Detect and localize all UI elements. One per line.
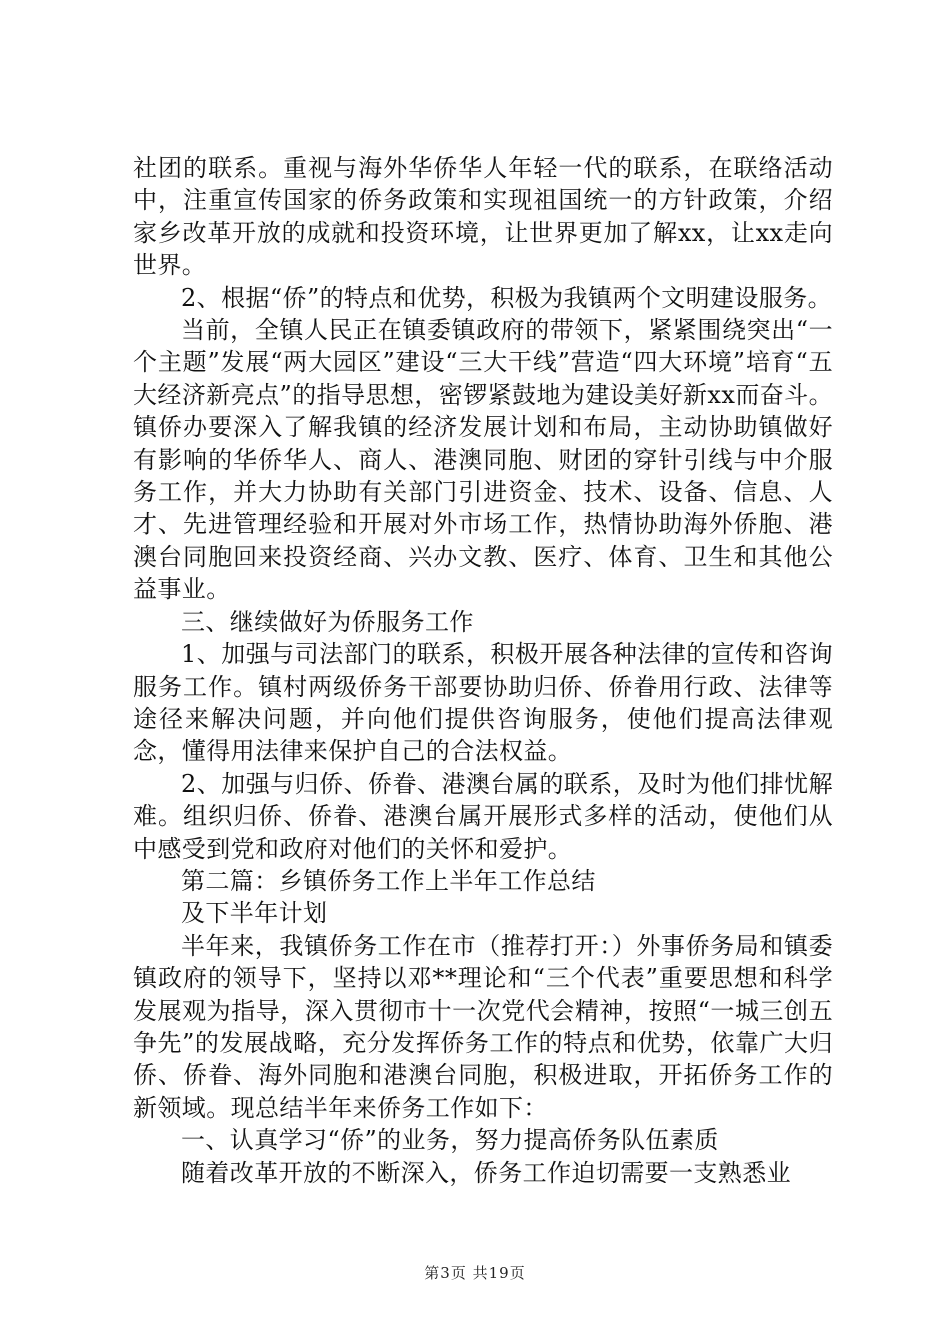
section-heading-3: 三、继续做好为侨服务工作 (181, 607, 474, 636)
paragraph-reform: 随着改革开放的不断深入，侨务工作迫切需要一支熟悉业 (181, 1158, 791, 1187)
document-body (133, 152, 833, 1189)
section-heading-1: 一、认真学习“侨”的业务，努力提高侨务队伍素质 (181, 1126, 719, 1155)
paragraph-continuation: 社团的联系。重视与海外华侨华人年轻一代的联系，在联络活动中，注重宣传国家的侨务政策和实现祖国统一的方针政策，介绍家乡改革开放的成就和投资环境，让世界更加了解xx，让xx走向世界。 (133, 154, 833, 280)
paragraph-item-2: 2、根据“侨”的特点和优势，积极为我镇两个文明建设服务。 (181, 283, 833, 312)
paragraph-liaison: 2、加强与归侨、侨眷、港澳台属的联系，及时为他们排忧解难。组织归侨、侨眷、港澳台属开展形式多样的活动，使他们从中感受到党和政府对他们的关怀和爱护。 (133, 769, 833, 863)
page-number-footer: 第3页 共19页 (424, 1264, 526, 1282)
part-two-title: 第二篇：乡镇侨务工作上半年工作总结 (181, 866, 596, 895)
paragraph-current-situation: 当前，全镇人民正在镇委镇政府的带领下，紧紧围绕突出“一个主题”发展“两大园区”建设“三大干线”营造“四大环境”培育“五大经济新亮点”的指导思想，密锣紧鼓地为建设美好新xx而奋斗。镇侨办要深入了解我镇的经济发展计划和布局，主动协助镇做好有影响的华侨华人、商人、港澳同胞、财团的穿针引线与中介服务工作，并大力协助有关部门引进资金、技术、设备、信息、人才、先进管理经验和开展对外市场工作，热情协助海外侨胞、港澳台同胞回来投资经商、兴办文教、医疗、体育、卫生和其他公益事业。 (133, 316, 833, 604)
paragraph-legal-services: 1、加强与司法部门的联系，积极开展各种法律的宣传和咨询服务工作。镇村两级侨务干部要协助归侨、侨眷用行政、法律等途径来解决问题，并向他们提供咨询服务，使他们提高法律观念，懂得用法律来保护自己的合法权益。 (133, 640, 833, 766)
paragraph-half-year-summary: 半年来，我镇侨务工作在市（推荐打开：）外事侨务局和镇委镇政府的领导下，坚持以邓**理论和“三个代表”重要思想和科学发展观为指导，深入贯彻市十一次党代会精神，按照“一城三创五争先”的发展战略，充分发挥侨务工作的特点和优势，依靠广大归侨、侨眷、海外同胞和港澳台同胞，积极进取，开拓侨务工作的新领域。现总结半年来侨务工作如下： (133, 931, 833, 1122)
part-two-title-cont: 及下半年计划 (181, 899, 328, 928)
